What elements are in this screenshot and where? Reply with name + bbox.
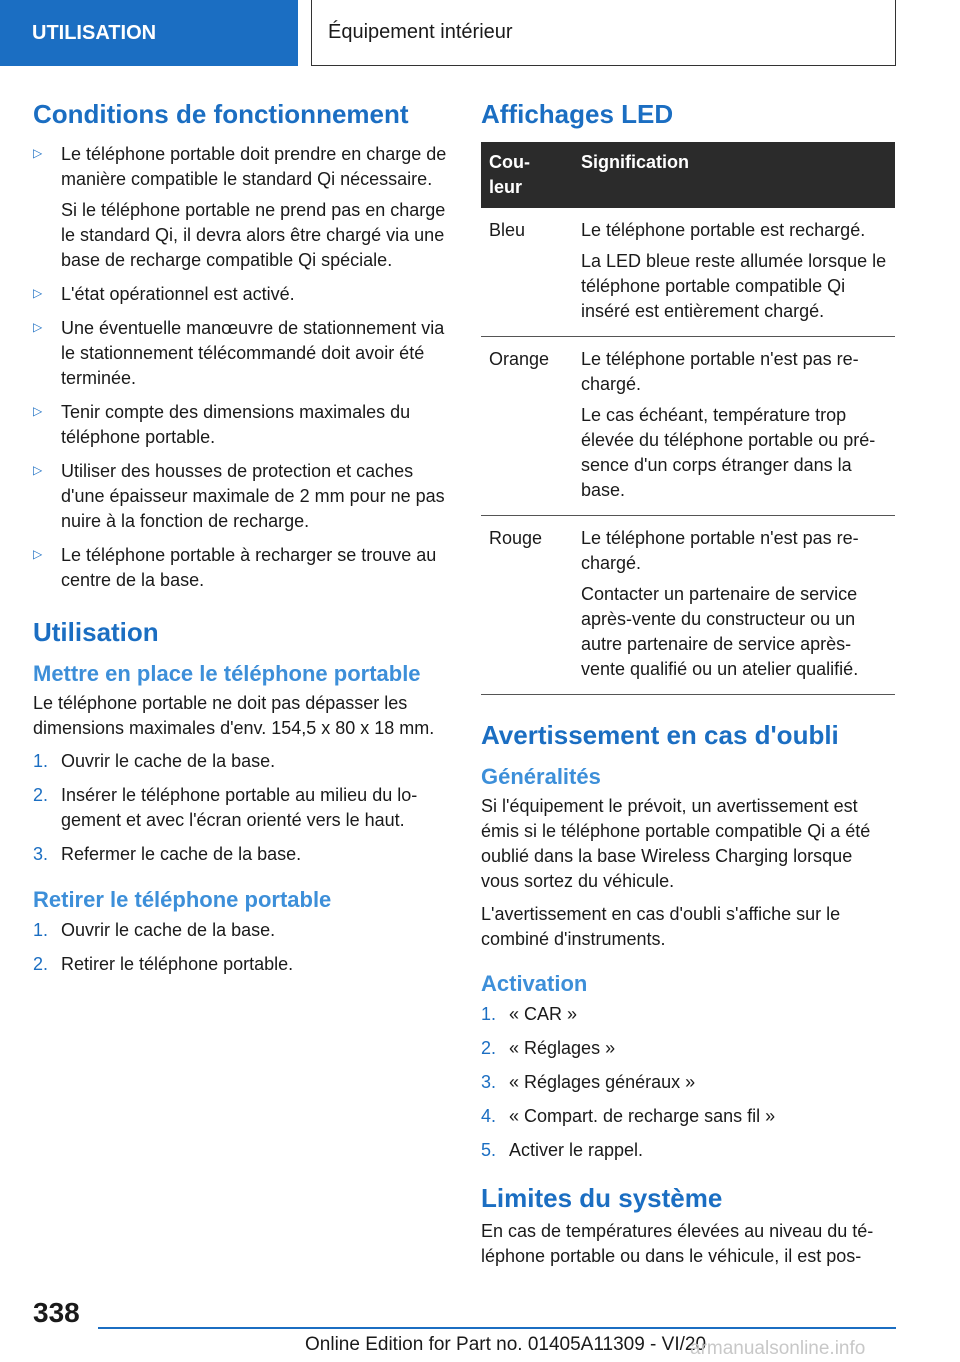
placer-steps-list [33, 749, 447, 867]
step-item [33, 749, 447, 774]
step-text: « Compart. de recharge sans fil » [509, 1105, 776, 1126]
step-text: Insérer le téléphone portable au milieu du logement et avec l'écran orienté vers le haut. [61, 785, 418, 831]
step-number: 3. [481, 1071, 497, 1092]
condition-text: Le téléphone portable à recharger se trouve au centre de la base. [61, 544, 437, 590]
condition-text: Tenir compte des dimensions maximales du téléphone portable. [61, 401, 411, 447]
step-number: 1. [481, 1003, 497, 1024]
step-number: 3. [33, 844, 49, 865]
table-row [481, 515, 895, 694]
step-item [33, 952, 447, 977]
led-meaning-text: Le téléphone portable n'est pas rechargé. [581, 348, 859, 394]
step-number: 2. [33, 953, 49, 974]
condition-text: Si le téléphone portable ne prend pas en charge le standard Qi, il devra alors être chargé via une base de recharge compatible Qi spéciale. [61, 199, 446, 270]
condition-text: Le téléphone portable doit prendre en charge de manière compatible le standard Qi nécessaire. [61, 143, 447, 189]
step-number: 5. [481, 1139, 497, 1160]
led-meaning-cell [573, 208, 895, 337]
right-column [481, 98, 895, 1277]
column-header-color: Cou- leur [481, 142, 573, 208]
step-number: 1. [33, 919, 49, 940]
placer-heading: Mettre en place le téléphone portable [33, 660, 421, 686]
edition-text: Online Edition for Part no. 01405A11309 - VI/20 [305, 1334, 707, 1355]
footer-rule [98, 1327, 896, 1329]
step-text: « Réglages généraux » [509, 1071, 696, 1092]
chapter-title [311, 0, 896, 66]
step-text: « Réglages » [509, 1037, 616, 1058]
led-meaning-text: La LED bleue reste allumée lorsque le téléphone portable compatible Qi inséré est entièrement chargé. [581, 250, 887, 321]
led-meaning-cell [573, 336, 895, 515]
triangle-right-icon: ▷ [33, 403, 43, 418]
chapter-title-text: Équipement intérieur [328, 21, 513, 43]
step-text: « CAR » [509, 1003, 578, 1024]
step-item [481, 1002, 895, 1027]
page-number: 338 [33, 1297, 80, 1328]
triangle-right-icon: ▷ [33, 462, 43, 477]
led-color-cell: Bleu [481, 208, 573, 337]
triangle-right-icon: ▷ [33, 285, 43, 300]
retirer-heading: Retirer le téléphone portable [33, 887, 332, 913]
page-header [0, 0, 960, 66]
oubli-heading: Avertissement en cas d'oubli [481, 719, 839, 750]
led-meaning-text: Le cas échéant, température trop élevée du téléphone portable ou présence d'un corps étranger dans la base. [581, 404, 876, 500]
condition-item [33, 316, 447, 391]
utilisation-heading: Utilisation [33, 616, 159, 647]
table-row [481, 336, 895, 515]
led-meaning-text: Le téléphone portable est rechargé. [581, 219, 866, 240]
condition-item [33, 142, 447, 273]
led-table-header [481, 142, 895, 208]
step-text: Refermer le cache de la base. [61, 844, 302, 865]
led-meaning-text: Le téléphone portable n'est pas rechargé. [581, 527, 859, 573]
step-item [481, 1104, 895, 1129]
watermark: armanualsonline.info [690, 1338, 866, 1359]
section-tab[interactable] [0, 0, 298, 66]
step-text: Ouvrir le cache de la base. [61, 751, 276, 772]
step-text: Ouvrir le cache de la base. [61, 919, 276, 940]
limites-text: En cas de températures élevées au niveau du téléphone portable ou dans le véhicule, il est pos- [481, 1221, 874, 1267]
condition-item [33, 459, 447, 534]
step-item [33, 918, 447, 943]
step-text: Activer le rappel. [509, 1139, 644, 1160]
generalites-para-2: L'avertissement en cas d'oubli s'affiche sur le combiné d'instruments. [481, 904, 841, 950]
step-item [481, 1070, 895, 1095]
step-item [481, 1036, 895, 1061]
led-color-cell: Orange [481, 336, 573, 515]
led-table [481, 142, 895, 695]
step-item [481, 1138, 895, 1163]
triangle-right-icon: ▷ [33, 546, 43, 561]
activation-heading: Activation [481, 971, 588, 997]
condition-item [33, 282, 447, 307]
step-number: 4. [481, 1105, 497, 1126]
triangle-right-icon: ▷ [33, 319, 43, 334]
step-item [33, 783, 447, 833]
condition-item [33, 543, 447, 593]
section-label: UTILISATION [32, 21, 157, 44]
condition-text: L'état opérationnel est activé. [61, 283, 295, 304]
step-number: 2. [481, 1037, 497, 1058]
conditions-heading: Conditions de fonctionnement [33, 99, 409, 129]
left-column [33, 98, 447, 986]
column-header-meaning: Signification [573, 142, 895, 208]
condition-text: Utiliser des housses de protection et caches d'une épaisseur maximale de 2 mm pour ne pas nuire à la fonction de recharge. [61, 460, 445, 531]
step-text: Retirer le téléphone portable. [61, 953, 294, 974]
condition-text: Une éventuelle manœuvre de stationnement via le stationnement télécommandé doit avoir été terminée. [61, 317, 445, 388]
step-number: 2. [33, 785, 49, 806]
activation-steps-list [481, 1002, 895, 1163]
led-color-cell: Rouge [481, 515, 573, 694]
step-number: 1. [33, 751, 49, 772]
retirer-steps-list [33, 918, 447, 977]
conditions-list [33, 142, 447, 593]
triangle-right-icon: ▷ [33, 145, 43, 160]
generalites-para-1: Si l'équipement le prévoit, un avertissement est émis si le téléphone portable compatible Qi a été oublié dans la base Wireless Charging lorsque vous sortez du véhicule. [481, 796, 871, 892]
table-row [481, 208, 895, 337]
generalites-heading: Généralités [481, 763, 601, 789]
led-meaning-text: Contacter un partenaire de service après-vente du constructeur ou un autre partenaire de service après-vente qualifié ou un atelier qualifié. [581, 583, 859, 679]
placer-intro: Le téléphone portable ne doit pas dépasser les dimensions maximales d'env. 154,5 x 80 x 18 mm. [33, 693, 435, 739]
limites-heading: Limites du système [481, 1182, 723, 1213]
led-heading: Affichages LED [481, 99, 674, 129]
step-item [33, 842, 447, 867]
condition-item [33, 400, 447, 450]
led-meaning-cell [573, 515, 895, 694]
